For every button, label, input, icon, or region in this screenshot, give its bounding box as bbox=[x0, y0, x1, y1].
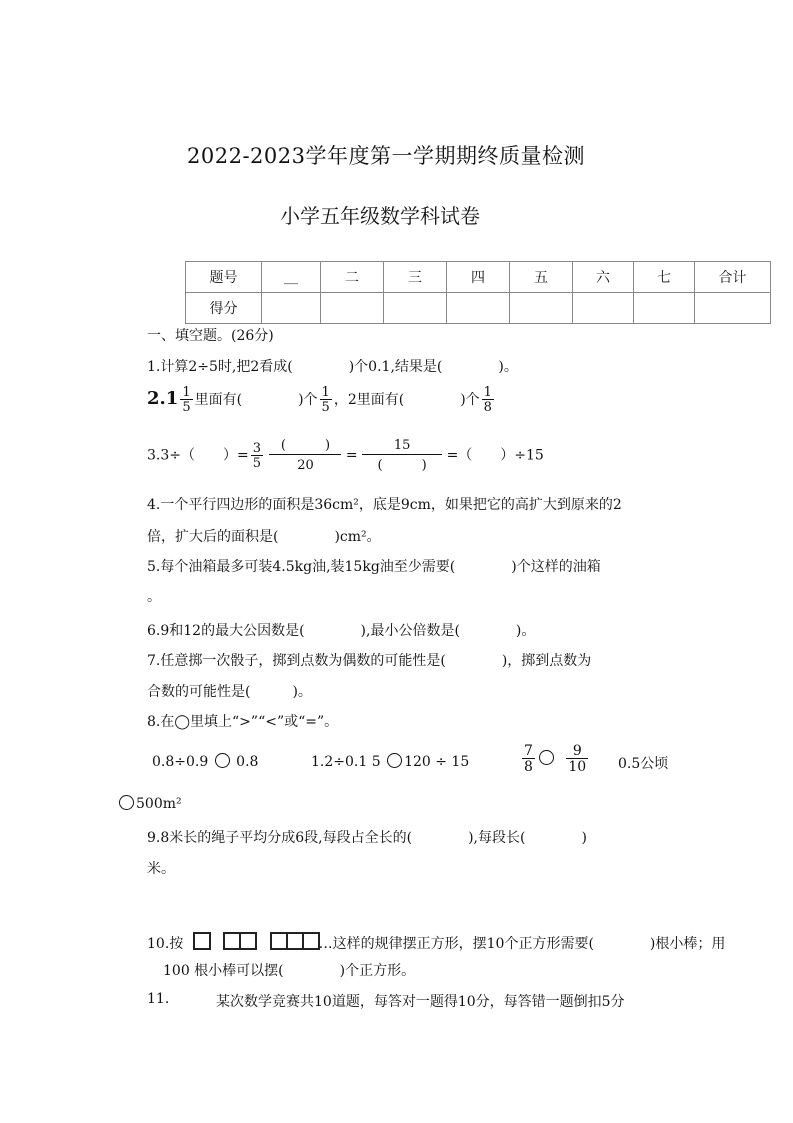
question-8: 8.在◯里填上“>”“<”或“=”。 bbox=[147, 714, 339, 730]
compare-left: 0.5公顷 bbox=[618, 756, 669, 772]
two-squares-icon bbox=[223, 932, 255, 952]
q2-prefix: 2.1 bbox=[147, 388, 179, 409]
answer-circle[interactable] bbox=[215, 753, 230, 768]
answer-circle[interactable] bbox=[387, 753, 402, 768]
question-2 bbox=[147, 386, 496, 414]
table-row bbox=[186, 293, 771, 324]
question-4-line1: 4.一个平行四边形的面积是36cm²，底是9cm，如果把它的高扩大到原来的2 bbox=[147, 497, 622, 513]
score-cell[interactable] bbox=[321, 293, 384, 324]
column-header: 二 bbox=[321, 262, 384, 293]
frac-den: 8 bbox=[524, 759, 533, 775]
row-label: 题号 bbox=[186, 262, 262, 293]
frac-num: ( ) bbox=[280, 438, 331, 453]
q2-text: 里面有( )个 bbox=[194, 392, 318, 408]
question-11-number: 11. bbox=[147, 991, 170, 1007]
frac-num: 1 bbox=[321, 385, 330, 400]
answer-circle[interactable] bbox=[539, 750, 554, 765]
three-squares-icon bbox=[270, 932, 318, 952]
column-header: 合计 bbox=[695, 262, 771, 293]
question-7-line2: 合数的可能性是( )。 bbox=[147, 684, 312, 700]
score-cell[interactable] bbox=[573, 293, 634, 324]
frac-num: 3 bbox=[252, 440, 262, 456]
frac-den: 8 bbox=[483, 400, 492, 415]
question-9-line1: 9.8米长的绳子平均分成6段,每段占全长的( ),每段长( ) bbox=[147, 830, 587, 846]
frac-den: ( ) bbox=[362, 454, 442, 474]
table-row bbox=[186, 262, 771, 293]
question-1: 1.计算2÷5时,把2看成( )个0.1,结果是( )。 bbox=[147, 359, 518, 375]
question-5-line1: 5.每个油箱最多可装4.5kg油,装15kg油至少需要( )个这样的油箱 bbox=[147, 559, 601, 575]
q2-text: ，2里面有( )个 bbox=[333, 392, 480, 408]
q3-tail: =（ ）÷15 bbox=[446, 447, 544, 464]
question-7-line1: 7.任意掷一次骰子，掷到点数为偶数的可能性是( )，掷到点数为 bbox=[147, 653, 592, 669]
q10-text: …这样的规律摆正方形，摆10个正方形需要( )根小棒；用 bbox=[318, 936, 726, 952]
question-6: 6.9和12的最大公因数是( ),最小公倍数是( )。 bbox=[147, 623, 536, 639]
exam-title: 2022-2023学年度第一学期期终质量检测 bbox=[187, 144, 585, 168]
score-cell[interactable] bbox=[634, 293, 695, 324]
section-heading: 一、填空题。(26分) bbox=[147, 328, 274, 344]
question-10-line2: 100 根小棒可以摆( )个正方形。 bbox=[163, 963, 416, 979]
frac-num: 1 bbox=[182, 385, 191, 400]
frac-den: 5 bbox=[182, 400, 191, 415]
frac-den: 10 bbox=[568, 759, 587, 775]
frac-num: 7 bbox=[524, 743, 533, 759]
one-square-icon bbox=[193, 932, 209, 952]
column-header: __ bbox=[262, 262, 321, 293]
question-3 bbox=[147, 438, 544, 473]
column-header: 七 bbox=[634, 262, 695, 293]
compare-right: 120 ÷ 15 bbox=[404, 754, 470, 770]
score-table bbox=[185, 261, 771, 324]
frac-den: 20 bbox=[269, 454, 341, 474]
exam-subtitle: 小学五年级数学科试卷 bbox=[280, 204, 480, 228]
score-cell[interactable] bbox=[447, 293, 510, 324]
column-header: 四 bbox=[447, 262, 510, 293]
score-cell[interactable] bbox=[510, 293, 573, 324]
q10-prefix: 10.按 bbox=[147, 936, 184, 952]
question-11-text: 某次数学竞赛共10道题，每答对一题得10分，每答错一题倒扣5分 bbox=[216, 994, 625, 1010]
question-8-items bbox=[152, 744, 682, 784]
answer-circle[interactable] bbox=[119, 795, 134, 810]
question-8-item-d bbox=[119, 795, 182, 812]
compare-right: 0.8 bbox=[236, 754, 259, 770]
score-cell[interactable] bbox=[262, 293, 321, 324]
frac-den: 5 bbox=[252, 455, 262, 471]
column-header: 三 bbox=[384, 262, 447, 293]
score-cell[interactable] bbox=[384, 293, 447, 324]
score-cell[interactable] bbox=[695, 293, 771, 324]
compare-left: 1.2÷0.1 5 bbox=[311, 754, 381, 770]
frac-den: 5 bbox=[321, 400, 330, 415]
question-5-line2: 。 bbox=[147, 589, 161, 605]
frac-num: 1 bbox=[483, 385, 492, 400]
column-header: 六 bbox=[573, 262, 634, 293]
compare-left: 0.8÷0.9 bbox=[152, 754, 209, 770]
compare-right: 500m² bbox=[136, 796, 182, 812]
row-label: 得分 bbox=[186, 293, 262, 324]
column-header: 五 bbox=[510, 262, 573, 293]
q3-eq: = bbox=[345, 447, 358, 464]
question-10 bbox=[147, 932, 725, 953]
question-9-line2: 米。 bbox=[147, 861, 175, 877]
frac-num: 15 bbox=[393, 438, 411, 453]
frac-num: 9 bbox=[572, 743, 582, 759]
question-4-line2: 倍，扩大后的面积是( )cm²。 bbox=[147, 529, 381, 545]
q3-text: 3.3÷（ ）= bbox=[147, 447, 249, 464]
